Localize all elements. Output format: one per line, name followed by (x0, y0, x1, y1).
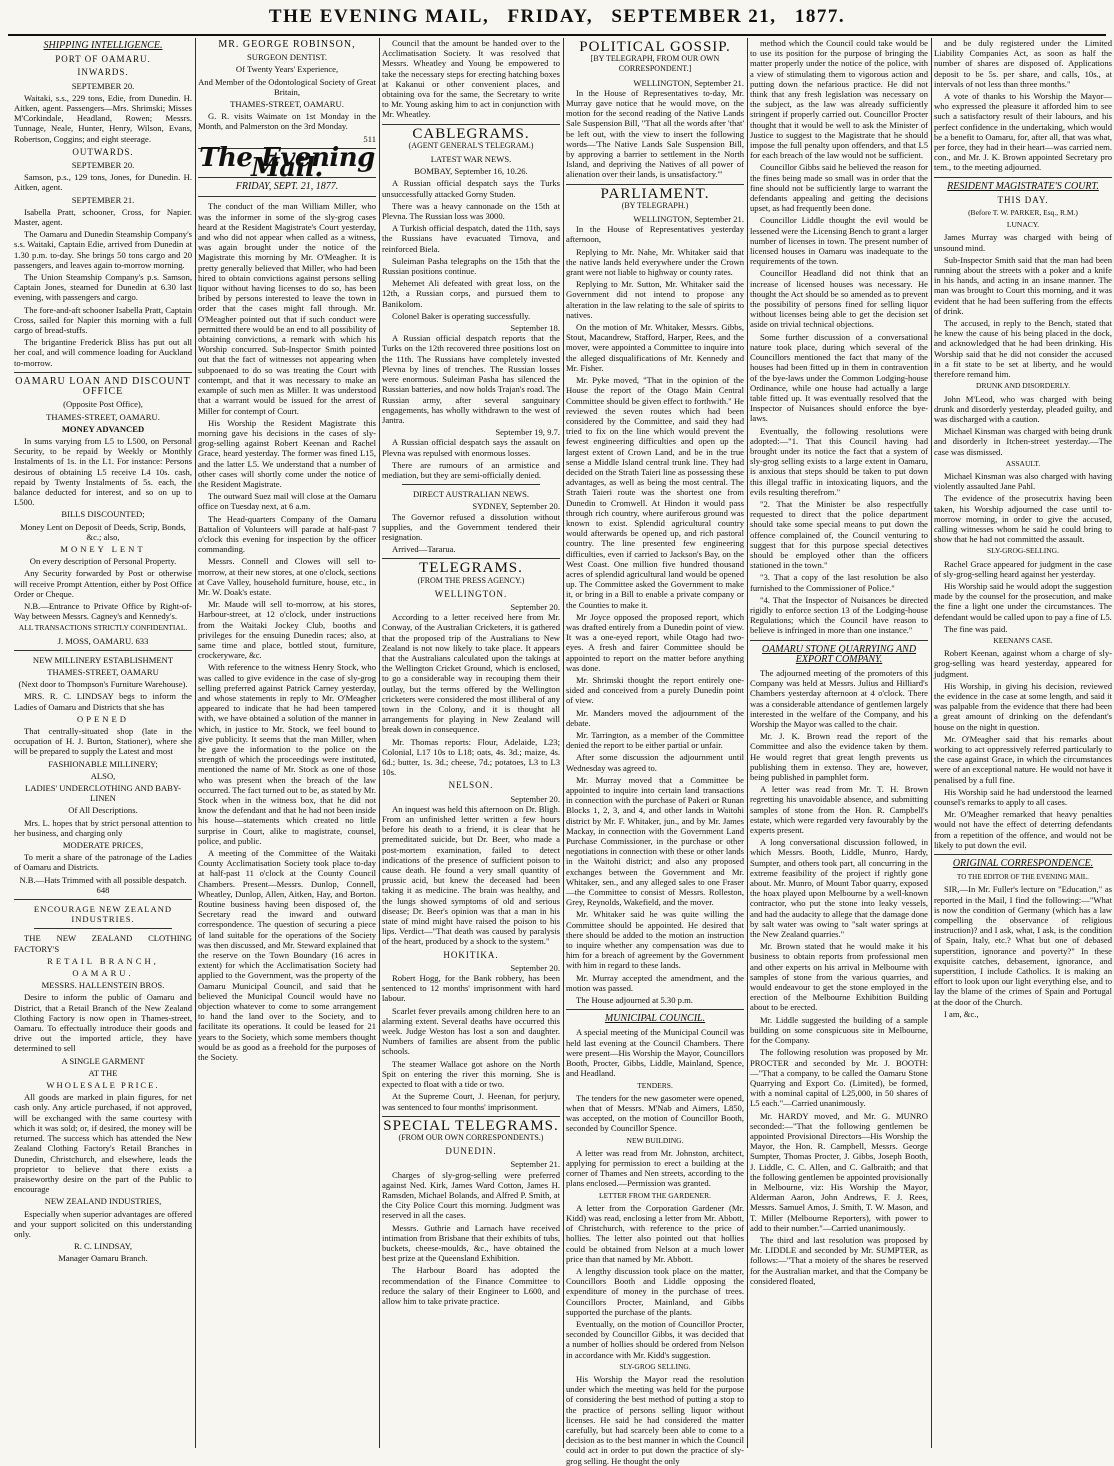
masthead-day: FRIDAY, (507, 6, 594, 27)
place-heading: DUNEDIN. (445, 1146, 497, 1157)
paragraph: Scarlet fever prevails among children here to an alarming extent. Several deaths have occurred this week. Judge Weston has lost a son and daughter. Numbers of families are absent from the public schools. (382, 1005, 560, 1057)
paragraph: Waitaki, s.s., 229 tons, Edie, from Dunedin. H. Aitken, agent. Passengers—Mrs. Shrimski; Misses M'Corkindale, Headland, Rowen; Messrs. Tunnage, Neale, Hunter, Henry, Wilson, Evans, Robertson, Coggins; and eight steerage. (14, 92, 192, 144)
ad-line: ALSO, (90, 770, 116, 781)
rule (34, 928, 172, 929)
ad-line: AT THE (88, 1067, 118, 1078)
paragraph: Mr. Murray moved that a Committee be appointed to inquire into certain land transactions in connection with the purchase of Pakeri or Runan Blocks 1, 2, 3, and 4, and other lands in Waitohi district by Mr. F. Whitaker, jun., and by Mr. James Mackay, in connection with the Government Land Purchase Commissioner, in the purchase or other negotiations in connection with these or other lands in the Waitohi district; and also any proposed exchanges between the Government and Mr. Whitaker, sen., and any alleged sales to one Fraser—the Committee to consist of Messrs. Rolleston, Grey, Reynolds, Wakefield, and the mover. (566, 774, 744, 908)
paragraph: method which the Council could take would be to use its position for the purpose of bringing the matter properly under the notice of the police, with a view of stimulating them to vigorous action and putting down the nefarious practice. He did not think that any fresh legislation was necessary on the subject, as the law was already sufficiently stringent if properly carried out. Councillor Procter thought that it would be well to ask the Minister of Justice to suggest to the Magistrate that he should impose the full penalty upon offenders, and that L5 for each breach of the law would not be sufficient. (750, 38, 928, 161)
paragraph: Rachel Grace appeared for judgment in the case of sly-grog-selling heard against her yesterday. (934, 558, 1112, 579)
section-heading: OAMARU STONE QUARRYING AND EXPORT COMPANY. (761, 643, 917, 665)
masthead-paper: THE EVENING MAIL, (268, 6, 490, 27)
paragraph: The conduct of the man William Miller, who was the informer in some of the sly-grog cases heard at the Resident Magistrate's Court yesterday, and who did not appear when called as a witness, was again brought under the notice of the Magistrate this morning by Mr. O'Meagher. It is pretty generally believed that Miller, who had been hired to obtain convictions against persons selling liquor without having licenses to do so, has been bribed by persons interested to leave the town in order that the cases might fall through. Mr. O'Meagher pointed out that if such conduct were permitted there would be an end to all possibility of obtaining convictions, a remark with which his Worship concurred. Sub-Inspector Smith pointed out that the fact of witnesses not appearing when subpoenaed to do so was treating the Court with contempt, and that it was necessary to make an example of such men as Miller. It was understood that a warrant would be issued for the arrest of Miller for contempt of Court. (198, 201, 376, 416)
paragraph: "3. That a copy of the last resolution be also furnished to the Commissioner of Police." (750, 572, 928, 593)
paragraph: Mr. O'Meagher said that his remarks about working to act oppressively referred particularly to the case against Grace, in which the circumstances were of an exceptional nature. He would not have it penalised by a full fine. (934, 733, 1113, 785)
masthead-date: SEPTEMBER 21, (611, 6, 777, 27)
subsection-heading: LUNACY. (1006, 220, 1040, 230)
paragraph: Messrs. Guthrie and Larnach have received intimation from Brisbane that their exhibits of tubs, buckets, cheese-moulds, &c., have obtained the best prize at the Queensland Exhibition. (382, 1222, 560, 1264)
paragraph: Charges of sly-grog-selling were preferred against Ned. Kirk, James Ward Cotton, James H. Ramsden, Michael Bolands, and Alfred P. Smith, at the City Police Court this morning. Judgment was reserved in all the cases. (382, 1169, 560, 1221)
paragraph: According to a letter received here from Mr. Conway, of the Australian Cricketers, it is gathered that the proposed trip of the Australians to New Zealand is not now likely to take place. It appears that the Australians calculated upon the takings at the Wellington Cricket Ground, which is enclosed, to go a considerable way in recouping them their outlay, but the terms offered by the Wellington cricketers were considered the most illiberal of any town in the Colony, and it is thought all arrangements for playing in New Zealand will break down in consequence. (382, 612, 560, 735)
rule (566, 1009, 744, 1010)
rule (382, 1116, 560, 1117)
paragraph: Councillor Liddle thought the evil would be lessened were the Licensing Bench to grant a larger number of licenses in town. The present number of licensed houses in Oamaru was inadequate to the requirements of the town. (750, 215, 928, 267)
paragraph: A meeting of the Committee of the Waitaki County Acclimatisation Society took place to-day at half-past 11 o'clock at the County Council Chambers. Present—Messrs. Dunlop, Connell, Wheatley, Dunlop, Allen, Aitken, Hay, and Borton. Routine business having been disposed of, the Secretary read the inward and outward correspondence. The question of securing a piece of land suitable for the operations of the Society was then discussed, and Mr. Steward explained that the reserve on the Town Boundary (16 acres in extent) for which the Acclimatisation Society had applied to the Government, was the property of the Oamaru Municipal Council, and said that he believed the Municipal Council would have no objection whatever to come to some arrangement to hand the land over to the Society, and to facilitate its operations. It could be leased for 21 years to the Society, which some members thought would be as good as a freehold for the purposes of the Society. (198, 848, 376, 1063)
paragraph: Suleiman Pasha telegraphs on the 15th that the Russian positions continue. (382, 255, 560, 277)
rule (402, 484, 540, 485)
rule (934, 854, 1112, 855)
paragraph: Mr. HARDY moved, and Mr. G. MUNRO seconded:—"That the following gentlemen be appointed Provisional Directors—His Worship the Mayor, the Hon. R. Campbell, Messrs. George Sumpter, Thomas Procter, J. Gibbs, Joseph Booth, J. Liddle, C. C. Allen, and C. Galbraith; and that the following gentlemen be appointed provisionally in Melbourne, viz: His Worship the Mayor, Alderman Aaron, John Andrews, F. J. Rees, Messrs. Samuel Amos, J. Smith, T. W. Mason, and T. Miller (Melbourne Reporters), with power to add to their number."—Carried unanimously. (750, 1110, 928, 1233)
paragraph: Councillor Headland did not think that an increase of licensed houses was necessary. He thought the Act should be so amended as to prevent the possibility of persons fined for selling liquor without licenses being able to get the decision set aside on trivial technical objections. (750, 268, 928, 330)
paragraph: A Russian official despatch says the assault on Plevna was repulsed with enormous losses. (382, 437, 560, 458)
paragraph: Councillor Gibbs said he believed the reason for the fines being made so small was in order that the fine should not be sufficiently large to warrant the defendants appealing and getting the decisions upset, as had frequently been done. (750, 162, 928, 214)
paragraph: Replying to Mr. Sutton, Mr. Whitaker said the Government did not intend to propose any alteration in the law relating to the sale of spirits to natives. (566, 279, 744, 320)
paragraph: To merit a share of the patronage of the Ladies of Oamaru and Districts. (14, 852, 192, 873)
subsection-heading: NEW BUILDING. (626, 1135, 684, 1145)
paragraph: Michael Kinsman was charged with being drunk and disorderly in Itchen-street yesterday.—The case was dismissed. (934, 426, 1112, 457)
paragraph: G. R. visits Waimate on 1st Monday in the Month, and Palmerston on the 3rd Monday. (198, 111, 376, 132)
paragraph: Samson, p.s., 129 tons, Jones, for Dunedin. H. Aitken, agent. (14, 172, 192, 193)
column-divider (931, 38, 932, 1448)
section-heading: SPECIAL TELEGRAMS. (383, 1117, 559, 1134)
section-subheading: (BY TELEGRAPH.) (621, 200, 689, 210)
rule (14, 650, 192, 651)
ad-line: Of Twenty Years' Experience, (235, 64, 339, 75)
outwards-heading: OUTWARDS. (72, 146, 134, 157)
date-line: SEPTEMBER 20. (71, 160, 135, 171)
paragraph: Replying to Mr. Nahe, Mr. Whitaker said that the native lands held everywhere under the Crown grant were not liable to highway or county rates. (566, 246, 744, 278)
signoff: J. MOSS, OAMARU. (57, 635, 134, 646)
paragraph: Messrs. Connell and Clowes will sell to-morrow, at their new stores, at one o'clock, sections at Cave Valley, household furniture, house, etc., in Mr. W. Doak's estate. (198, 556, 376, 597)
ad-line: ALL TRANSACTIONS STRICTLY CONFIDENTIAL. (18, 623, 188, 633)
ad-line (14, 875, 192, 895)
signoff-title: Manager Oamaru Branch. (58, 1253, 148, 1264)
paragraph: His Worship said he would adopt the suggestion made by the counsel for the prosecution, and make the fine a light one under the circumstances. The defendant would be called upon to pay a fine of L5. (934, 580, 1112, 622)
ad-number: 648 (96, 884, 110, 895)
column-divider (195, 38, 196, 1448)
ad-line: (Next door to Thompson's Furniture Warehouse). (18, 679, 188, 690)
paragraph: A long conversational discussion followed, in which Messrs. Booth, Liddle, Munro, Hardy, Sumpter, and others took part, all concurring in the extreme feasibility of the project if rightly gone about. Mr. Munro, of Mount Tabor quarry, exposed the hoax played upon Melbourne by a well-known contractor, who put the stone into leaky vessels, and had the audacity to allege that the damage done by salt water was owing to "salt water springs at the New Zealand quarries." (750, 837, 928, 940)
subsection-heading: THIS DAY. (997, 194, 1049, 205)
ad-line: LADIES' UNDERCLOTHING AND BABY-LINEN (25, 783, 181, 804)
paragraph: Eventually, the following resolutions were adopted:—"1. That this Council having had brought under its notice the fact that a system of sly-grog selling exists to a large extent in Oamaru, is anxious that steps should be taken to put down this illegal traffic in intoxicating liquors, and the evils resulting therefrom." (750, 425, 928, 497)
ad-line: MODERATE PRICES, (62, 840, 144, 851)
dateline: FRIDAY, SEPT. 21, 1877. (235, 181, 339, 193)
paragraph: A vote of thanks to his Worship the Mayor—who expressed the pleasure it afforded him to see such a satisfactory result of their labours, and his perfect confidence in the undertaking, which would be a benefit to Oamaru, for, after all, that was what, per force, they had in their heart—was carried nem. con., and Mr. J. K. Brown appointed Secretary pro tem., to the meeting adjourned. (934, 91, 1112, 173)
ad-line: And Member of the Odontological Society of Great Britain, (198, 76, 376, 97)
note: N.B.—Hats Trimmed with all possible despatch. (19, 874, 187, 885)
paragraph: Mr. Shrimski thought the report entirely one-sided and conceived from a purely Dunedin point of view. (566, 674, 744, 706)
paragraph: The evidence of the prosecutrix having been taken, his Worship adjourned the case until to-morrow morning, in order to give the accused, calling witnesses whom he said he could bring to show that he had not committed the assault. (934, 493, 1112, 545)
paragraph: Mehemet Ali defeated with great loss, on the 12th, a Russian corps, and pursued them to Banikolom. (382, 278, 560, 309)
paragraph: A special meeting of the Municipal Council was held last evening at the Council Chambers. There were present—His Worship the Mayor, Councillors Booth, Procter, Gibbs, Liddle, Mainland, Spence, and Headland. (566, 1027, 744, 1079)
subsection-heading: SLY-GROG-SELLING. (987, 546, 1059, 556)
section-heading: MUNICIPAL COUNCIL. (604, 1013, 706, 1025)
paragraph: Robert Hogg, for the Bank robbery, has been sentenced to 12 months' imprisonment with hard labour. (382, 973, 560, 1004)
paragraph: THE NEW ZEALAND CLOTHING FACTORY'S (14, 933, 192, 954)
ad-line: Money Lent on Deposit of Deeds, Scrip, Bonds, &c.; also, (20, 521, 186, 542)
paragraph: There was a heavy cannonade on the 15th at Plevna. The Russian loss was 3000. (382, 200, 560, 222)
paragraph: Mr. Thomas reports: Flour, Adelaide, L23; Colonial, L17 10s to L18; oats, 4s. 3d.; maize, 4s. 6d.; butter, 1s. 3d.; cheese, 7d.; potatoes, L3 to L3 10s. (382, 736, 560, 778)
paragraph: "2. That the Minister be also respectfully requested to direct that the police department should take some special means to put down the offence complained of, the Council venturing to suggest that for this purpose special detectives should be employed other than the officers stationed in the town." (750, 498, 928, 571)
paragraph: Mr Joyce opposed the proposed report, which was drafted entirely from a Dunedin point of view. It was a one-eyed report, while Otago had two-eyes. A fresh and fairer Committee should be appointed to report on the matter before anything was done. (566, 611, 744, 673)
ad-line: A SINGLE GARMENT (61, 1055, 145, 1066)
subsection-heading: KEENAN'S CASE. (993, 635, 1053, 645)
paragraph: The Head-quarters Company of the Oamaru Battalion of Volunteers will parade at half-past 7 o'clock this evening for inspection by the officer commanding. (198, 513, 376, 555)
paragraph: That centrally-situated shop (late in the occupation of H. J. Burton, Stationer), where she will be prepared to supply the Latest and most (14, 725, 192, 757)
subsection-heading: LETTER FROM THE GARDENER. (599, 1190, 711, 1200)
ad-line: OPENED (77, 713, 129, 724)
paragraph: His Worship, in giving his decision, reviewed the evidence in the case at some length, and said it was palpable from the evidence that there had been a great amount of drinking on the defendant's house on the night in question. (934, 680, 1112, 732)
paragraph: and be duly registered under the Limited Liability Companies Act, as soon as half the number of shares are disposed of. Applications deposit to be 5s. per share, and calls, 10s., at intervals of not less than three months." (934, 38, 1112, 89)
paragraph: An inquest was held this afternoon on Dr. Bligh. From an unfinished letter written a few hours before his death to a friend, it is clear that he premeditated suicide, but Dr. Beer, who made a post-mortem examination, failed to detect indications of the presence of sufficient poison to cause death. He found a very small quantity of prussic acid, but knew the deceased had been taking it as medicine. The brain was healthy, and the lungs showed symptoms of old and serious disease; Dr. Beer's opinion was that a man in his state of mind might have raised the poison to his lips. Verdict—"That death was caused by paralysis of the heart, produced by a shock to the system." (382, 803, 560, 947)
paragraph: Mr. Manders moved the adjournment of the debate. (566, 707, 744, 728)
paragraph: Isabella Pratt, schooner, Cross, for Napier. Master, agent. (14, 206, 192, 228)
paragraph: With reference to the witness Henry Stock, who was called to give evidence in the case of sly-grog selling preferred against Patrick Carney yesterday, and whose statements in reply to Mr. O'Meagher appeared to indicate that he had been tampered with, we have obtained a solution of the manner in which, in justice to Mr. Stock, we feel bound to give publicity. It seems that the man Miller, when he gave the information to the police on the strength of which the proceedings were instituted, mentioned the name of Mr. Stock as one of those who was present when the breach of the law occurred. The fact turned out to be, as stated by Mr. Stock when in the witness box, that he did not know the defendant and that he had not been inside his house—statements which created no little surprise in Court, alike to magistrate, counsel, police, and public. (198, 662, 376, 846)
column-divider (379, 38, 380, 1448)
place-heading: HOKITIKA. (443, 949, 499, 960)
paragraph: Colonel Baker is operating successfully. (392, 310, 531, 321)
rule (750, 640, 928, 641)
paragraph: The House adjourned at 5.30 p.m. (576, 995, 693, 1006)
ad-heading: OAMARU LOAN AND DISCOUNT OFFICE (15, 375, 191, 398)
dateline: September 20. (510, 793, 560, 804)
paragraph: SIR,—In Mr. Fuller's lecture on "Education," as reported in the Mail, I find the following:—"What is now the condition of Germany (which has a law compelling the observance of religious instruction)? and I ask, what, I ask, is the condition of Spain, Italy, etc.? What but one of debased superstition, ignorance and poverty?" In these exquisite catches, debasement, ignorance, and superstition, I include Catholics. It is making an effort to look upon our light everything else, and to lay the blame of the crimes of Spain and Portugal at the door of the Church. (934, 884, 1112, 1007)
column-divider (747, 38, 748, 1448)
subsection-heading: TO THE EDITOR OF THE EVENING MAIL. (957, 873, 1089, 882)
port-heading: PORT OF OAMARU. (55, 54, 151, 65)
paragraph: MRS. R. C. LINDSAY begs to inform the Ladies of Oamaru and Districts that she has (14, 691, 192, 712)
column-6 (934, 38, 1112, 1450)
paragraph: The adjourned meeting of the promoters of this Company was held at Messrs. Julius and Hilliard's Chambers yesterday afternoon at 4 o'clock. There was a considerable attendance of gentlemen largely interested in the welfare of the Company, and his Worship the Mayor was called to the chair. (750, 667, 928, 729)
shipping-heading: SHIPPING INTELLIGENCE. (43, 40, 163, 51)
paragraph: The third and last resolution was proposed by Mr. LIDDLE and seconded by Mr. SUMPTER, as follows:—"That a moiety of the shares be reserved for the Australian market, and that the Company be considered floated, (750, 1234, 928, 1286)
section-heading: RESIDENT MAGISTRATE'S COURT. (947, 180, 1099, 192)
paragraph: Michael Kinsman was also charged with having violently assaulted Jane Pahl. (934, 470, 1112, 492)
paragraph: A letter was read from Mr. T. H. Brown regretting his unavoidable absence, and submitting samples of stone from the Hon. R. Campbell's estate, which were regarded very favourably by the experts present. (750, 784, 928, 836)
ad-line: (Opposite Post Office), (63, 399, 143, 410)
column-divider (563, 38, 564, 1448)
section-heading: CABLEGRAMS. (412, 125, 530, 142)
ad-line: WHOLESALE PRICE. (46, 1080, 160, 1091)
ad-line: Of All Descriptions. (68, 805, 138, 816)
place-heading: NELSON. (448, 780, 494, 791)
paragraph: Mrs. L. hopes that by strict personal attention to her business, and charging only (14, 817, 192, 838)
paragraph: At the Supreme Court, J. Heenan, for perjury, was sentenced to four months' imprisonment. (382, 1091, 560, 1112)
paragraph: A letter from the Corporation Gardener (Mr. Kidd) was read, enclosing a letter from Mr. Abbott, of Christchurch, with reference to the price of hollies. The letter also pointed out that hollies could be obtained from Nelson at a much lower price than that named by Mr. Abbott. (566, 1202, 744, 1264)
paragraph: "4. That the Inspector of Nuisances be directed rigidly to enforce section 13 of the Lodging-house Regulations; which the Council have reason to believe is infringed in more than one instance." (750, 594, 928, 636)
section-heading: ORIGINAL CORRESPONDENCE. (952, 858, 1094, 870)
subsection-heading: DIRECT AUSTRALIAN NEWS. (412, 489, 530, 500)
paragraph: Mr. Brown stated that he would make it his business to obtain reports from professional men and other experts on his arrival in Melbourne with samples of stone from the various quarries, and would endeavour to get the stone employed in the erection of the Melbourne Exhibition Building about to be erected. (750, 941, 928, 1013)
paragraph: The tenders for the new gasometer were opened, when that of Messrs. M'Nab and Aimers, L850, was accepted, on the motion of Councillor Booth, seconded by Councillor Spence. (566, 1092, 744, 1134)
paragraph: His Worship said he had understood the learned counsel's remarks to apply to all cases. (934, 786, 1112, 808)
paragraph: Arrived—Tararua. (392, 544, 456, 555)
dateline: September 19, 9.7. (495, 427, 560, 438)
ad-line: MONEY ADVANCED (61, 423, 145, 434)
paragraph: A Turkish official despatch, dated the 11th, says the Russians have evacuated Tirnova, and reinforced Biela. (382, 223, 560, 254)
rule (382, 124, 560, 125)
subsection-heading: TENDERS. (637, 1080, 673, 1090)
column-5 (750, 38, 928, 1450)
paragraph: The fore-and-aft schooner Isabella Pratt, Captain Cross, sailed for Napier this morning with a full cargo of bread-stuffs. (14, 304, 192, 336)
rule (382, 558, 560, 559)
ad-line: NEW ZEALAND INDUSTRIES, (44, 1196, 162, 1207)
paragraph: Mr. Maude will sell to-morrow, at his stores, Harbour-street, at 12 o'clock, under instructions from the Waitaki Jockey Club, booths and privileges for the ensuing Dunedin races; also, at same time and place, bottled stout, furniture, crockeryware, &c. (198, 599, 376, 661)
dateline: WELLINGTON, September 21. (633, 214, 744, 225)
column-3 (382, 38, 560, 1450)
dateline: SYDNEY, September 20. (472, 501, 560, 512)
ad-line: THAMES-STREET, OAMARU. (230, 99, 344, 110)
paragraph: The Union Steamship Company's p.s. Samson, Captain Jones, steamed for Dunedin at 6.30 last evening, with passengers and cargo. (14, 272, 192, 303)
section-subheading: [BY TELEGRAPH, FROM OUR OWN CORRESPONDENT.] (590, 54, 720, 74)
ad-line: THAMES-STREET, OAMARU (47, 666, 159, 677)
paragraph: Mr. J. K. Brown read the report of the Committee and also the evidence taken by them. He would regret that great length prevents us publishing them in extenso. They are, however, being published in pamphlet form. (750, 731, 928, 783)
paragraph: Mr. Liddle suggested the building of a sample building on some conspicuous site in Melbourne, for the Company. (750, 1014, 928, 1046)
place-heading: WELLINGTON. (434, 588, 508, 599)
date-line: SEPTEMBER 20. (71, 80, 135, 91)
ad-line: RETAIL BRANCH, (47, 955, 159, 966)
paragraph: The Harbour Board has adopted the recommendation of the Finance Committee to reduce the salary of their Engineer to L600, and allow him to take private practice. (382, 1265, 560, 1306)
paragraph: Any Security forwarded by Post or otherwise will receive Prompt Attention, either by Post Office Order or Cheque. (14, 568, 192, 599)
ad-line: MESSRS. HALLENSTEIN BROS. (41, 980, 165, 991)
paragraph: Desire to inform the public of Oamaru and District, that a Retail Branch of the New Zealand Clothing Factory is now open in Thames-street, Oamaru. To effectually introduce their goods and drive out the imported article, they have determined to sell (14, 992, 192, 1054)
paragraph: Eventually, on the motion of Councillor Procter, seconded by Councillor Gibbs, it was decided that a number of hollies should be ordered from Nelson in accordance with Mr. Kidd's suggestion. (566, 1318, 744, 1360)
rule (14, 899, 192, 900)
signoff: R. C. LINDSAY, (73, 1241, 133, 1252)
paragraph: The brigantine Frederick Bliss has put out all her coal, and will commence loading for Auckland to-morrow. (14, 337, 192, 368)
paragraph: After some discussion the adjournment until Wednesday was agreed to. (566, 752, 744, 773)
date-line: SEPTEMBER 21. (71, 194, 135, 205)
dateline: September 20. (510, 962, 560, 973)
section-heading: TELEGRAMS. (419, 560, 523, 577)
paragraph: James Murray was charged with being of unsound mind. (934, 232, 1112, 253)
paragraph: On the motion of Mr. Whitaker, Messrs. Gibbs, Stout, Macandrew, Stafford, Harper, Rees, and the mover, were appointed a Committee to inquire into the alleged disqualifications of Mr. Kennedy and Mr. Fisher. (566, 322, 744, 373)
paragraph: I am, &c., (944, 1008, 979, 1019)
paragraph: His Worship the Resident Magistrate this morning gave his decisions in the cases of sly-grog-selling against Robert Keenan and Rachel Grace, heard yesterday. The former was fined L15, and the latter L5. We understand that a number of other cases will shortly come under the notice of the Resident Magistrate. (198, 417, 376, 489)
paragraph: The Oamaru and Dunedin Steamship Company's s.s. Waitaki, Captain Edie, arrived from Dunedin at 1.30 p.m. to-day. She brings 50 tons cargo and 20 passengers, and leaves again to-morrow morning. (14, 229, 192, 270)
paragraph: A letter was read from Mr. Johnston, architect, applying for permission to erect a building at the corner of Thames and Nen streets, according to the plans enclosed.—Permission was granted. (566, 1147, 744, 1189)
rule (934, 177, 1112, 178)
subsection-heading: LATEST WAR NEWS. (430, 154, 512, 165)
paragraph: Especially when superior advantages are offered and your support solicited on this understanding only. (14, 1208, 192, 1239)
ad-line: SURGEON DENTIST. (246, 52, 328, 63)
section-subheading: (AGENT GENERAL'S TELEGRAM.) (408, 140, 534, 150)
dateline: BOMBAY, September 16, 10.26. (414, 166, 528, 177)
paragraph: The following resolution was proposed by Mr. PROCTER and seconded by Mr. J. BOOTH:—"That a company, to be called the Oamaru Stone Quarrying and Export Co. (Limited), be formed, with a nominal capital of L25,000, in 50 shares of L5 each."—Carried unanimously. (750, 1047, 928, 1109)
ad-line: BILLS DISCOUNTED; (61, 509, 145, 520)
masthead-year: 1877. (794, 6, 846, 27)
section-heading: PARLIAMENT. (600, 185, 710, 202)
paper-title: The Evening Mail. (199, 142, 375, 184)
ad-number: 633 (135, 635, 149, 646)
rule (566, 184, 744, 185)
paragraph: Sub-Inspector Smith said that the man had been running about the streets with a poker and a knife in his hands, and acting in an insane manner. The man was brought to Court this morning, and it was evident that he had been suffering from the effects of drink. (934, 254, 1112, 316)
paragraph: John M'Leod, who was charged with being drunk and disorderly yesterday, pleaded guilty, and was discharged with a caution. (934, 393, 1112, 424)
subsection-heading: SLY-GROG SELLING. (619, 1361, 691, 1371)
paragraph: Mr. Tarrington, as a member of the Committee denied the report to be either partial or unfair. (566, 730, 744, 751)
paragraph: Some further discussion of a conversational nature took place, during which several of the Councillors mentioned the fact that many of the houses had been fitted up in them in contravention of the bye-laws under the Common Lodging-house Ordinance, while one house had actually a large table fitted up. It was eventually resolved that the Inspector of Nuisances should enforce the bye-laws. (750, 331, 928, 424)
paragraph: A Russian official despatch reports that the Turks on the 12th recovered three positions lost on the 11th. The Russians have completely invested Plevna by lines of trenches. The Russian losses were enormous. Suleiman Pasha has silenced the Russian batteries, and now holds Trajan's road. The Russian army, after several sanguinary engagements, has wholly withdrawn to the west of Jantra. (382, 333, 560, 425)
ad-line (14, 636, 192, 646)
paragraph: Robert Keenan, against whom a charge of sly-grog-selling was heard yesterday, appeared for judgment. (934, 648, 1112, 679)
ad-number: 511 (363, 133, 376, 144)
rule (14, 372, 192, 373)
ad-line: THAMES-STREET, OAMARU. (46, 411, 160, 422)
dateline: September 18. (510, 323, 560, 334)
paragraph: In sums varying from L5 to L500, on Personal Security, to be repaid by Weekly or Monthly Instalments of 1s. in the L1. For instance: Persons desirous of obtaining L5 receive L4 10s. cash, repaid by Twenty Instalments of 5s. each, the balance deducted for interest, and so on up to L500. (14, 435, 192, 508)
column-1 (14, 38, 192, 1450)
column-2 (198, 38, 376, 1450)
ad-line: OAMARU. (72, 968, 134, 979)
masthead-rule (8, 34, 1106, 36)
paragraph: Mr. Pyke moved, "That in the opinion of the House the report of the Otago Main Central Committee should be given effect to forthwith." He reviewed the seven routes which had been considered by the Committee, and said they had tried to fix on the line which would prevent the fewest engineering difficulties and open up the largest extent of Crown Land, and be in the true sense a Middle Island central trunk line. They had decided on the Strath Taieri line as possessing these advantages, as well as being the most central. The Strath Taieri route was the shortest one from Dunedin to Cromwell. At Hindon it would pass through rich country, where auriferous ground was known to exist. Splendid agricultural country would afterwards be opened up, and rich pastoral country. The line presented few engineering difficulties, even if carried to Jackson's Bay, on the West Coast. One million five hundred thousand acres of splendid agricultural land would be opened up. The Committee asked the Government to make it, or bring in a Bill to enable a private company or the Counties to make it. (566, 375, 744, 610)
masthead (0, 0, 1114, 34)
dateline: WELLINGTON, September 21. (633, 77, 744, 88)
ad-heading: NEW MILLINERY ESTABLISHMENT (32, 654, 174, 665)
dateline: September 20. (510, 601, 560, 612)
ad-line: FASHIONABLE MILLINERY; (48, 758, 158, 769)
paragraph: The steamer Wallace got ashore on the North Spit on entering the river this morning. She is expected to float with a tide or two. (382, 1058, 560, 1090)
paragraph: All goods are marked in plain figures, for net cash only. Any article purchased, if not approved, will be exchanged with the same courtesy with which it was sold; or, if desired, the money will be returned. The success which has attended the New Zealand Clothing Factory's Retail Branches in Dunedin, Christchurch, and elsewhere, leads the proprietor to believe that there exists a praiseworthy desire on the part of the Public to encourage (14, 1092, 192, 1195)
paragraph: Mr. Murray accepted the amendment, and the motion was passed. (566, 972, 744, 993)
paragraph: The accused, in reply to the Bench, stated that he knew the cause of his being placed in the dock, and acknowledged that he had been drinking. His Worship said that he did not consider the accused in a fit state to be set at liberty, and he would therefore remand him. (934, 318, 1112, 380)
paragraph: The outward Suez mail will close at the Oamaru office on Tuesday next, at 6 a.m. (198, 491, 376, 512)
paragraph: A lengthy discussion took place on the matter, Councillors Booth and Liddle opposing the expenditure of money in the purchase of trees. Councillors Procter, Mainland, and Gibbs supported the purchase of the plants. (566, 1265, 744, 1317)
paragraph: The fine was paid. (944, 623, 1008, 634)
ad-line: On every description of Personal Property. (29, 556, 177, 567)
paragraph: Mr. O'Meagher remarked that heavy penalties would not have the effect of deterring defendants from a repetition of the offence, and would not be likely to put down the evil. (934, 809, 1112, 850)
rule (198, 196, 376, 197)
paragraph: A Russian official despatch says the Turks unsuccessfully attacked Gorny Studen. (382, 178, 560, 199)
paragraph: N.B.—Entrance to Private Office by Right-of-Way between Messrs. Cagney's and Kennedy's. (14, 600, 192, 622)
paragraph: His Worship the Mayor read the resolution under which the meeting was held for the purpose of considering the best method of putting a stop to the practice of persons selling liquor without licenses. He said he had considered the matter carefully, but had scarcely been able to come to a decision as to the best manner in which the Council could act in order to put down the practice of sly-grog selling. He thought the only (566, 1373, 744, 1466)
section-heading: POLITICAL GOSSIP. (579, 39, 731, 55)
subsection-heading: DRUNK AND DISORDERLY. (976, 381, 1070, 391)
paragraph: In the House of Representatives yesterday afternoon, (566, 224, 744, 245)
dateline: September 21. (510, 1159, 560, 1170)
inwards-heading: INWARDS. (77, 67, 129, 78)
ad-heading: MR. GEORGE ROBINSON, (218, 39, 356, 50)
column-4 (566, 38, 744, 1466)
paragraph: Mr. Whitaker said he was quite willing the Committee should be appointed. He desired that there should be added to the motion an instruction to inquire whether any compensation was due to him for a breach of agreement by the Government with him in regard to these lands. (566, 909, 744, 971)
paragraph: The Governor refused a dissolution without supplies, and the Government tendered their resignation. (382, 511, 560, 542)
subsection-heading: ASSAULT. (1005, 458, 1041, 468)
paragraph: Council that the amount be handed over to the Acclimatisation Society. It was resolved that Messrs. Wheatley and Young be empowered to take the necessary steps for erecting hatching boxes at Kakanui or other convenient places, and obtaining ova for the same, the Secretary to write to Mr. Young asking him to act in conjunction with Mr. Wheatley. (382, 38, 560, 120)
ad-heading: ENCOURAGE NEW ZEALAND INDUSTRIES. (33, 904, 173, 925)
subsection-heading: (Before T. W. PARKER, Esq., R.M.) (968, 208, 1078, 218)
ad-line: MONEY LENT (60, 543, 146, 554)
section-subheading: (FROM OUR OWN CORRESPONDENTS.) (398, 1132, 544, 1142)
paragraph: There are rumours of an armistice and mediation, but they are semi-officially denied. (382, 459, 560, 480)
section-subheading: (FROM THE PRESS AGENCY.) (417, 575, 525, 585)
paragraph: In the House of Representatives to-day, Mr. Murray gave notice that he would move, on the motion for the second reading of the Native Lands Sale Suspension Bill, "That all the words after 'that' be left out, with the view to insert the following words—'The Native Lands Sale Suspension Bill, by approving a barrier to settlement in the North Island, and depriving the Natives of all power of alienation over their lands, is unsatisfactory.'" (566, 87, 744, 180)
